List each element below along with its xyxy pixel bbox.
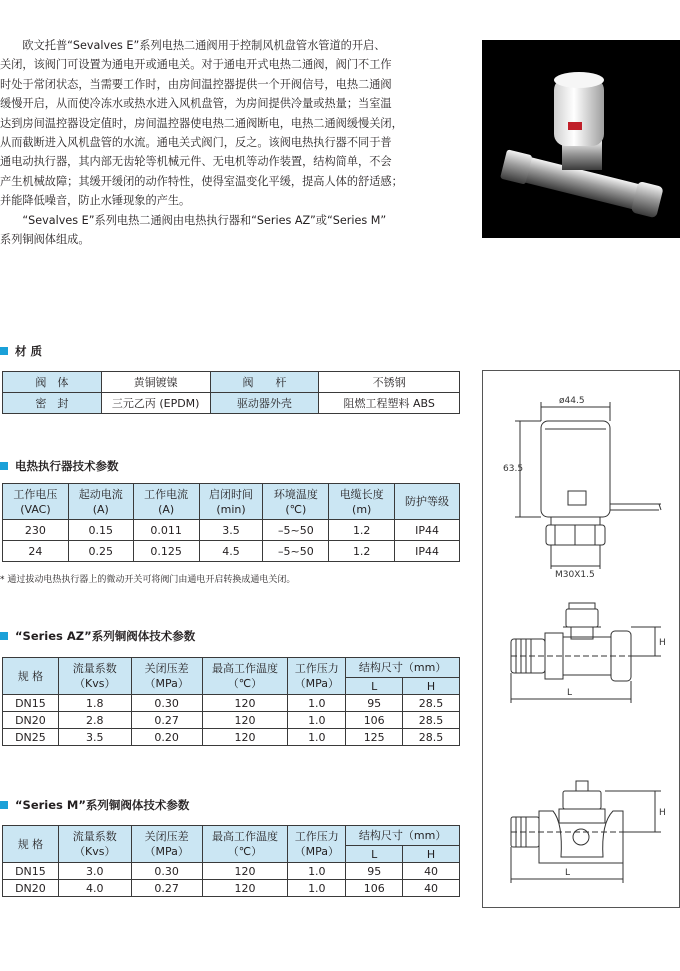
actuator-header-cell: [3, 484, 69, 520]
header-text: （Kvs）: [74, 845, 116, 858]
valve-product-photo: [482, 40, 680, 238]
header-text: 关闭压差: [144, 662, 189, 675]
actuator-header-cell: [329, 484, 395, 520]
series-az-heading: [0, 628, 195, 644]
series_az-cell: 3.5: [58, 729, 131, 746]
header-row: [3, 484, 460, 520]
series_az-cell: 28.5: [403, 712, 460, 729]
dp-header-cell: [131, 658, 202, 695]
series_m-cell: 106: [346, 880, 403, 897]
series_m-cell: 1.0: [288, 863, 346, 880]
intro-line: “Sevalves E”系列电热二通阀由电热执行器和“Series AZ”或“Series M”: [22, 213, 387, 227]
header-text: 环境温度: [273, 487, 318, 501]
series_az-cell: 0.30: [131, 695, 202, 712]
actuator-cell: –5~50: [263, 520, 329, 541]
series_m-cell: 40: [403, 863, 460, 880]
series_az-cell: DN25: [3, 729, 59, 746]
actuator-title: 电热执行器技术参数: [15, 459, 119, 473]
header-text: 最高工作温度: [211, 830, 278, 843]
intro-line: 产生机械故障；其缓开缓闭的动作特性，使得室温变化平缓，提高人体的舒适感；: [0, 174, 403, 188]
materials-cell: 三元乙丙 (EPDM): [101, 393, 210, 414]
series-m-table: [2, 825, 460, 897]
table-row: [3, 863, 460, 880]
series_m-cell: 40: [403, 880, 460, 897]
spec-header-cell: 规 格: [3, 658, 59, 695]
actuator-cell: –5~50: [263, 541, 329, 562]
intro-line: 并能降低噪音，防止水锤现象的产生。: [0, 194, 191, 208]
actuator-cell: 0.011: [133, 520, 199, 541]
dim-m-l: L: [565, 868, 571, 878]
intro-line: 系列铜阀体组成。: [0, 233, 90, 247]
l-header-cell: L: [346, 678, 403, 695]
pressure-header-cell: [288, 826, 346, 863]
header-text: (A): [92, 502, 109, 516]
actuator-cell: 3.5: [199, 520, 263, 541]
series_az-cell: 0.20: [131, 729, 202, 746]
dim-az-h: H: [659, 638, 666, 648]
dim-actuator-thread: M30X1.5: [555, 570, 595, 580]
series_az-cell: 1.0: [288, 712, 346, 729]
actuator-cell: 0.125: [133, 541, 199, 562]
flow-header-cell: [58, 658, 131, 695]
materials-cell: 黄铜镀镍: [101, 372, 210, 393]
series_m-cell: 4.0: [58, 880, 131, 897]
table-row: [3, 695, 460, 712]
table-row: [3, 729, 460, 746]
series_az-cell: 0.27: [131, 712, 202, 729]
technical-drawings-panel: [482, 370, 680, 908]
header-text: 工作压力: [294, 662, 339, 675]
intro-line: 缓慢开启，从而使冷冻水或热水进入风机盘管，为房间提供冷量或热量；当室温: [0, 97, 392, 111]
header-text: 起动电流: [78, 487, 123, 501]
heading-square-icon: [0, 347, 8, 355]
series_az-cell: 28.5: [403, 729, 460, 746]
series-az-title: “Series AZ”系列铜阀体技术参数: [15, 629, 196, 643]
header-text: （℃）: [227, 845, 263, 858]
actuator-cell: 1.2: [329, 541, 395, 562]
actuator-header-cell: [263, 484, 329, 520]
intro-line: 时处于常闭状态，当需要工作时，由房间温控器提供一个开阀信号，电热二通阀: [0, 77, 392, 91]
table-row: [3, 372, 460, 393]
header-text: （MPa）: [294, 677, 339, 690]
header-text: 工作压力: [294, 830, 339, 843]
actuator-header-cell: [68, 484, 133, 520]
materials-cell: 阻燃工程塑料 ABS: [319, 393, 460, 414]
series_az-cell: 1.0: [288, 695, 346, 712]
table-row: [3, 520, 460, 541]
materials-table: [2, 371, 460, 414]
materials-cell: 驱动器外壳: [210, 393, 319, 414]
intro-text: [0, 36, 464, 249]
series-az-table: [2, 657, 460, 746]
series_az-cell: DN15: [3, 695, 59, 712]
dim-m-h: H: [659, 808, 666, 818]
temp-header-cell: [202, 826, 288, 863]
materials-title: 材 质: [15, 344, 43, 358]
materials-heading: [0, 343, 42, 359]
series_m-cell: 0.30: [131, 863, 202, 880]
series-m-title: “Series M”系列铜阀体技术参数: [15, 798, 190, 812]
actuator-cell: IP44: [395, 520, 460, 541]
series_az-cell: 120: [202, 712, 288, 729]
dim-az-l: L: [567, 688, 573, 698]
actuator-cell: 0.25: [68, 541, 133, 562]
intro-line: 欧文托普“Sevalves E”系列电热二通阀用于控制风机盘管水管道的开启、: [22, 39, 386, 52]
series_az-cell: 95: [346, 695, 403, 712]
actuator-header-cell: [133, 484, 199, 520]
heading-square-icon: [0, 632, 8, 640]
header-text: (m): [352, 502, 372, 516]
series_az-cell: DN20: [3, 712, 59, 729]
materials-cell: 不锈钢: [319, 372, 460, 393]
series_az-cell: 1.8: [58, 695, 131, 712]
header-text: (A): [158, 502, 175, 516]
heading-square-icon: [0, 801, 8, 809]
header-text: 防护等级: [405, 495, 450, 508]
flow-header-cell: [58, 826, 131, 863]
table-row: [3, 712, 460, 729]
l-header-cell: L: [346, 846, 403, 863]
series_m-cell: 95: [346, 863, 403, 880]
header-text: （MPa）: [144, 677, 189, 690]
intro-paragraph-1: [0, 36, 464, 211]
series_m-cell: 120: [202, 863, 288, 880]
materials-cell: 阀 杆: [210, 372, 319, 393]
actuator-header-cell: [395, 484, 460, 520]
series_m-cell: DN20: [3, 880, 59, 897]
dim-actuator-height: 63.5: [503, 464, 524, 474]
header-text: 关闭压差: [144, 830, 189, 843]
dim-actuator-width: ø44.5: [559, 396, 585, 406]
series_m-cell: DN15: [3, 863, 59, 880]
actuator-cell: 4.5: [199, 541, 263, 562]
spec-header-cell: 规 格: [3, 826, 59, 863]
header-text: (min): [216, 502, 246, 516]
actuator-cell: 1.2: [329, 520, 395, 541]
actuator-cell: 24: [3, 541, 69, 562]
series_az-cell: 106: [346, 712, 403, 729]
series_az-cell: 1.0: [288, 729, 346, 746]
pressure-header-cell: [288, 658, 346, 695]
series_m-cell: 1.0: [288, 880, 346, 897]
intro-line: 从而截断进入风机盘管的水流。通电关式阀门，反之。该阀电热执行器不同于普: [0, 136, 392, 150]
temp-header-cell: [202, 658, 288, 695]
series_az-cell: 120: [202, 695, 288, 712]
dp-header-cell: [131, 826, 202, 863]
header-text: 流量系数: [72, 662, 117, 675]
header-text: （Kvs）: [74, 677, 116, 690]
header-text: 工作电流: [144, 487, 189, 501]
table-row: [3, 541, 460, 562]
materials-cell: 阀 体: [3, 372, 102, 393]
materials-cell: 密 封: [3, 393, 102, 414]
actuator-table: [2, 483, 460, 562]
header-text: 启闭时间: [208, 487, 253, 501]
series_az-cell: 120: [202, 729, 288, 746]
header-text: 电缆长度: [339, 487, 384, 501]
table-row: [3, 393, 460, 414]
intro-line: 通电动执行器，其内部无齿轮等机械元件、无电机等动作装置，结构简单，不会: [0, 155, 392, 169]
header-text: (VAC): [20, 502, 51, 516]
series_az-cell: 28.5: [403, 695, 460, 712]
table-row: [3, 880, 460, 897]
series_az-cell: 125: [346, 729, 403, 746]
header-text: 工作电压: [13, 487, 58, 501]
actuator-note: * 通过拔动电热执行器上的微动开关可将阀门由通电开启转换成通电关闭。: [0, 575, 296, 585]
header-row: [3, 658, 460, 678]
dims-header-cell: 结构尺寸（mm）: [346, 658, 460, 678]
series-m-heading: [0, 797, 189, 813]
header-text: （℃）: [227, 677, 263, 690]
h-header-cell: H: [403, 678, 460, 695]
heading-square-icon: [0, 462, 8, 470]
actuator-cell: 0.15: [68, 520, 133, 541]
header-text: (℃): [285, 502, 307, 516]
series_m-cell: 3.0: [58, 863, 131, 880]
actuator-heading: [0, 458, 119, 474]
header-text: （MPa）: [294, 845, 339, 858]
actuator-cell: 230: [3, 520, 69, 541]
intro-line: 达到房间温控器设定值时，房间温控器使电热二通阀断电，电热二通阀缓慢关闭，: [0, 116, 403, 130]
actuator-cell: IP44: [395, 541, 460, 562]
h-header-cell: H: [403, 846, 460, 863]
intro-line: 关闭，该阀门可设置为通电开或通电关。对于通电开式电热二通阀，阀门不工作: [0, 58, 392, 72]
technical-drawings: [483, 371, 679, 907]
header-text: 流量系数: [72, 830, 117, 843]
header-text: 最高工作温度: [211, 662, 278, 675]
series_m-cell: 120: [202, 880, 288, 897]
dims-header-cell: 结构尺寸（mm）: [346, 826, 460, 846]
series_az-cell: 2.8: [58, 712, 131, 729]
intro-paragraph-2: [0, 211, 464, 250]
actuator-header-cell: [199, 484, 263, 520]
header-text: （MPa）: [144, 845, 189, 858]
series_m-cell: 0.27: [131, 880, 202, 897]
header-row: [3, 826, 460, 846]
